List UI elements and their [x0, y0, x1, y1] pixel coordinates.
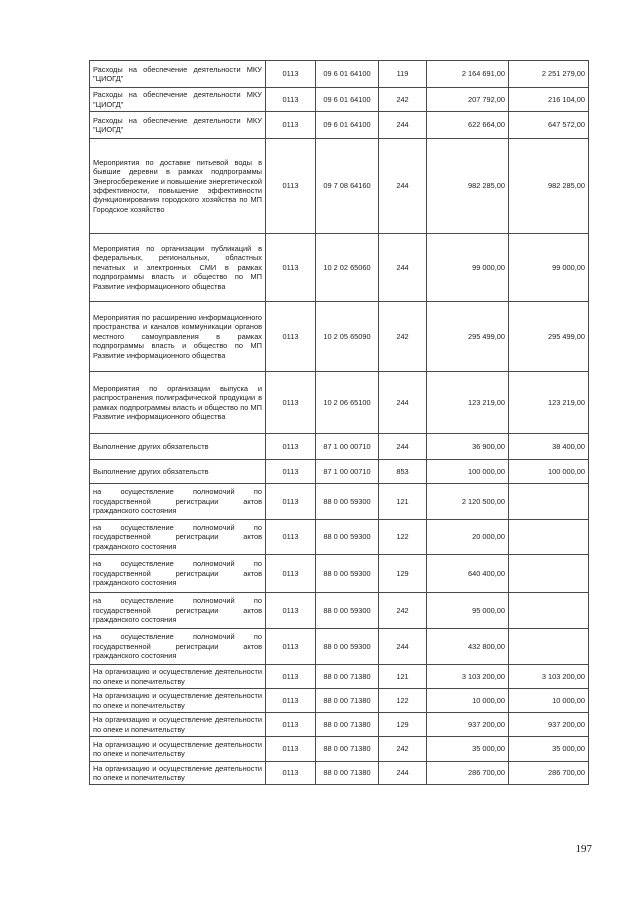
cell-amount-2 [509, 555, 589, 593]
cell-amount-2: 38 400,00 [509, 434, 589, 460]
cell-section-code: 0113 [266, 762, 316, 785]
cell-article-code: 09 6 01 64100 [316, 88, 379, 112]
cell-amount-1: 99 000,00 [427, 234, 509, 302]
cell-section-code: 0113 [266, 629, 316, 665]
cell-description: Выполнение других обязательств [90, 460, 266, 484]
cell-amount-1: 286 700,00 [427, 762, 509, 785]
cell-section-code: 0113 [266, 689, 316, 713]
cell-section-code: 0113 [266, 665, 316, 689]
table-row [90, 460, 589, 484]
cell-expense-type: 129 [379, 713, 427, 737]
cell-amount-1: 100 000,00 [427, 460, 509, 484]
cell-description: На организацию и осуществление деятельности по опеке и попечительству [90, 737, 266, 762]
cell-description: Расходы на обеспечение деятельности МКУ "ЦИОГД" [90, 88, 266, 112]
table-row [90, 689, 589, 713]
cell-expense-type: 244 [379, 234, 427, 302]
cell-amount-1: 207 792,00 [427, 88, 509, 112]
cell-article-code: 09 6 01 64100 [316, 112, 379, 139]
cell-expense-type: 122 [379, 520, 427, 555]
cell-amount-2: 99 000,00 [509, 234, 589, 302]
cell-expense-type: 244 [379, 139, 427, 234]
table-row [90, 593, 589, 629]
table-row [90, 713, 589, 737]
cell-amount-2: 3 103 200,00 [509, 665, 589, 689]
cell-amount-1: 622 664,00 [427, 112, 509, 139]
cell-article-code: 87 1 00 00710 [316, 460, 379, 484]
cell-expense-type: 244 [379, 762, 427, 785]
cell-description: на осуществление полномочий по государственной регистрации актов гражданского состояния [90, 629, 266, 665]
cell-section-code: 0113 [266, 112, 316, 139]
cell-description: На организацию и осуществление деятельности по опеке и попечительству [90, 689, 266, 713]
cell-article-code: 10 2 06 65100 [316, 372, 379, 434]
cell-section-code: 0113 [266, 88, 316, 112]
table-row [90, 234, 589, 302]
cell-amount-1: 640 400,00 [427, 555, 509, 593]
cell-amount-1: 10 000,00 [427, 689, 509, 713]
cell-section-code: 0113 [266, 139, 316, 234]
table-row [90, 302, 589, 372]
cell-section-code: 0113 [266, 593, 316, 629]
table-body [90, 61, 589, 785]
cell-section-code: 0113 [266, 737, 316, 762]
cell-section-code: 0113 [266, 520, 316, 555]
page-number: 197 [575, 843, 592, 855]
cell-description: Мероприятия по организации публикаций в федеральных, региональных, областных печатных и электронных СМИ в рамках подпрограммы власть и общество по МП Развитие информационного общества [90, 234, 266, 302]
cell-article-code: 10 2 02 65060 [316, 234, 379, 302]
table-row [90, 737, 589, 762]
cell-article-code: 88 0 00 59300 [316, 555, 379, 593]
cell-amount-2: 10 000,00 [509, 689, 589, 713]
table-row [90, 629, 589, 665]
cell-expense-type: 244 [379, 112, 427, 139]
cell-amount-1: 2 164 691,00 [427, 61, 509, 88]
cell-description: Расходы на обеспечение деятельности МКУ "ЦИОГД" [90, 61, 266, 88]
cell-description: на осуществление полномочий по государственной регистрации актов гражданского состояния [90, 555, 266, 593]
cell-article-code: 88 0 00 71380 [316, 665, 379, 689]
cell-article-code: 87 1 00 00710 [316, 434, 379, 460]
cell-expense-type: 121 [379, 665, 427, 689]
cell-section-code: 0113 [266, 484, 316, 520]
cell-article-code: 88 0 00 59300 [316, 520, 379, 555]
cell-amount-1: 123 219,00 [427, 372, 509, 434]
cell-description: Расходы на обеспечение деятельности МКУ "ЦИОГД" [90, 112, 266, 139]
table-row [90, 88, 589, 112]
cell-expense-type: 853 [379, 460, 427, 484]
cell-expense-type: 129 [379, 555, 427, 593]
cell-description: на осуществление полномочий по государственной регистрации актов гражданского состояния [90, 484, 266, 520]
cell-article-code: 10 2 05 65090 [316, 302, 379, 372]
cell-section-code: 0113 [266, 555, 316, 593]
cell-description: На организацию и осуществление деятельности по опеке и попечительству [90, 762, 266, 785]
cell-amount-1: 36 900,00 [427, 434, 509, 460]
table-row [90, 372, 589, 434]
budget-table [89, 60, 589, 785]
table-row [90, 520, 589, 555]
cell-section-code: 0113 [266, 61, 316, 88]
cell-amount-2 [509, 593, 589, 629]
cell-description: Выполнение других обязательств [90, 434, 266, 460]
cell-article-code: 88 0 00 59300 [316, 593, 379, 629]
cell-section-code: 0113 [266, 302, 316, 372]
table-row [90, 112, 589, 139]
cell-article-code: 88 0 00 71380 [316, 689, 379, 713]
cell-expense-type: 244 [379, 629, 427, 665]
cell-amount-2: 286 700,00 [509, 762, 589, 785]
cell-amount-1: 982 285,00 [427, 139, 509, 234]
cell-amount-2: 982 285,00 [509, 139, 589, 234]
cell-amount-1: 20 000,00 [427, 520, 509, 555]
cell-expense-type: 242 [379, 88, 427, 112]
cell-article-code: 09 7 08 64160 [316, 139, 379, 234]
cell-article-code: 88 0 00 59300 [316, 629, 379, 665]
table-row [90, 484, 589, 520]
cell-expense-type: 122 [379, 689, 427, 713]
cell-amount-1: 295 499,00 [427, 302, 509, 372]
cell-amount-2: 123 219,00 [509, 372, 589, 434]
table-row [90, 555, 589, 593]
cell-amount-2: 35 000,00 [509, 737, 589, 762]
cell-description: на осуществление полномочий по государственной регистрации актов гражданского состояния [90, 520, 266, 555]
cell-amount-2: 295 499,00 [509, 302, 589, 372]
cell-amount-1: 3 103 200,00 [427, 665, 509, 689]
cell-description: Мероприятия по расширению информационного пространства и каналов коммуникации органов местного самоуправления в рамках подпрограммы власть и общество по МП Развитие информационного общества [90, 302, 266, 372]
cell-amount-1: 937 200,00 [427, 713, 509, 737]
cell-expense-type: 244 [379, 372, 427, 434]
cell-amount-2: 937 200,00 [509, 713, 589, 737]
cell-expense-type: 242 [379, 302, 427, 372]
cell-amount-2: 647 572,00 [509, 112, 589, 139]
cell-amount-2: 100 000,00 [509, 460, 589, 484]
table-row [90, 139, 589, 234]
cell-amount-1: 35 000,00 [427, 737, 509, 762]
cell-article-code: 88 0 00 71380 [316, 713, 379, 737]
cell-amount-1: 2 120 500,00 [427, 484, 509, 520]
cell-article-code: 88 0 00 71380 [316, 737, 379, 762]
table-row [90, 61, 589, 88]
cell-section-code: 0113 [266, 234, 316, 302]
cell-section-code: 0113 [266, 460, 316, 484]
table-row [90, 665, 589, 689]
cell-article-code: 88 0 00 71380 [316, 762, 379, 785]
cell-amount-2: 2 251 279,00 [509, 61, 589, 88]
table-row [90, 434, 589, 460]
cell-article-code: 09 6 01 64100 [316, 61, 379, 88]
cell-section-code: 0113 [266, 372, 316, 434]
cell-amount-1: 432 800,00 [427, 629, 509, 665]
cell-amount-2 [509, 520, 589, 555]
cell-amount-2 [509, 484, 589, 520]
cell-amount-2: 216 104,00 [509, 88, 589, 112]
cell-article-code: 88 0 00 59300 [316, 484, 379, 520]
cell-description: На организацию и осуществление деятельности по опеке и попечительству [90, 665, 266, 689]
cell-section-code: 0113 [266, 434, 316, 460]
cell-amount-2 [509, 629, 589, 665]
table-row [90, 762, 589, 785]
cell-description: Мероприятия по доставке питьевой воды в бывшие деревни в рамках подпрограммы Энергосбережение и повышение энергетической эффективности, повышение эффективности функционирования городского хозяйства по МП Городское хозяйство [90, 139, 266, 234]
cell-description: Мероприятия по организации выпуска и распространения полиграфической продукции в рамках подпрограммы власть и общество по МП Развитие информационного общества [90, 372, 266, 434]
cell-expense-type: 119 [379, 61, 427, 88]
cell-expense-type: 121 [379, 484, 427, 520]
cell-expense-type: 242 [379, 737, 427, 762]
cell-description: на осуществление полномочий по государственной регистрации актов гражданского состояния [90, 593, 266, 629]
cell-description: На организацию и осуществление деятельности по опеке и попечительству [90, 713, 266, 737]
cell-expense-type: 242 [379, 593, 427, 629]
cell-expense-type: 244 [379, 434, 427, 460]
cell-amount-1: 95 000,00 [427, 593, 509, 629]
cell-section-code: 0113 [266, 713, 316, 737]
